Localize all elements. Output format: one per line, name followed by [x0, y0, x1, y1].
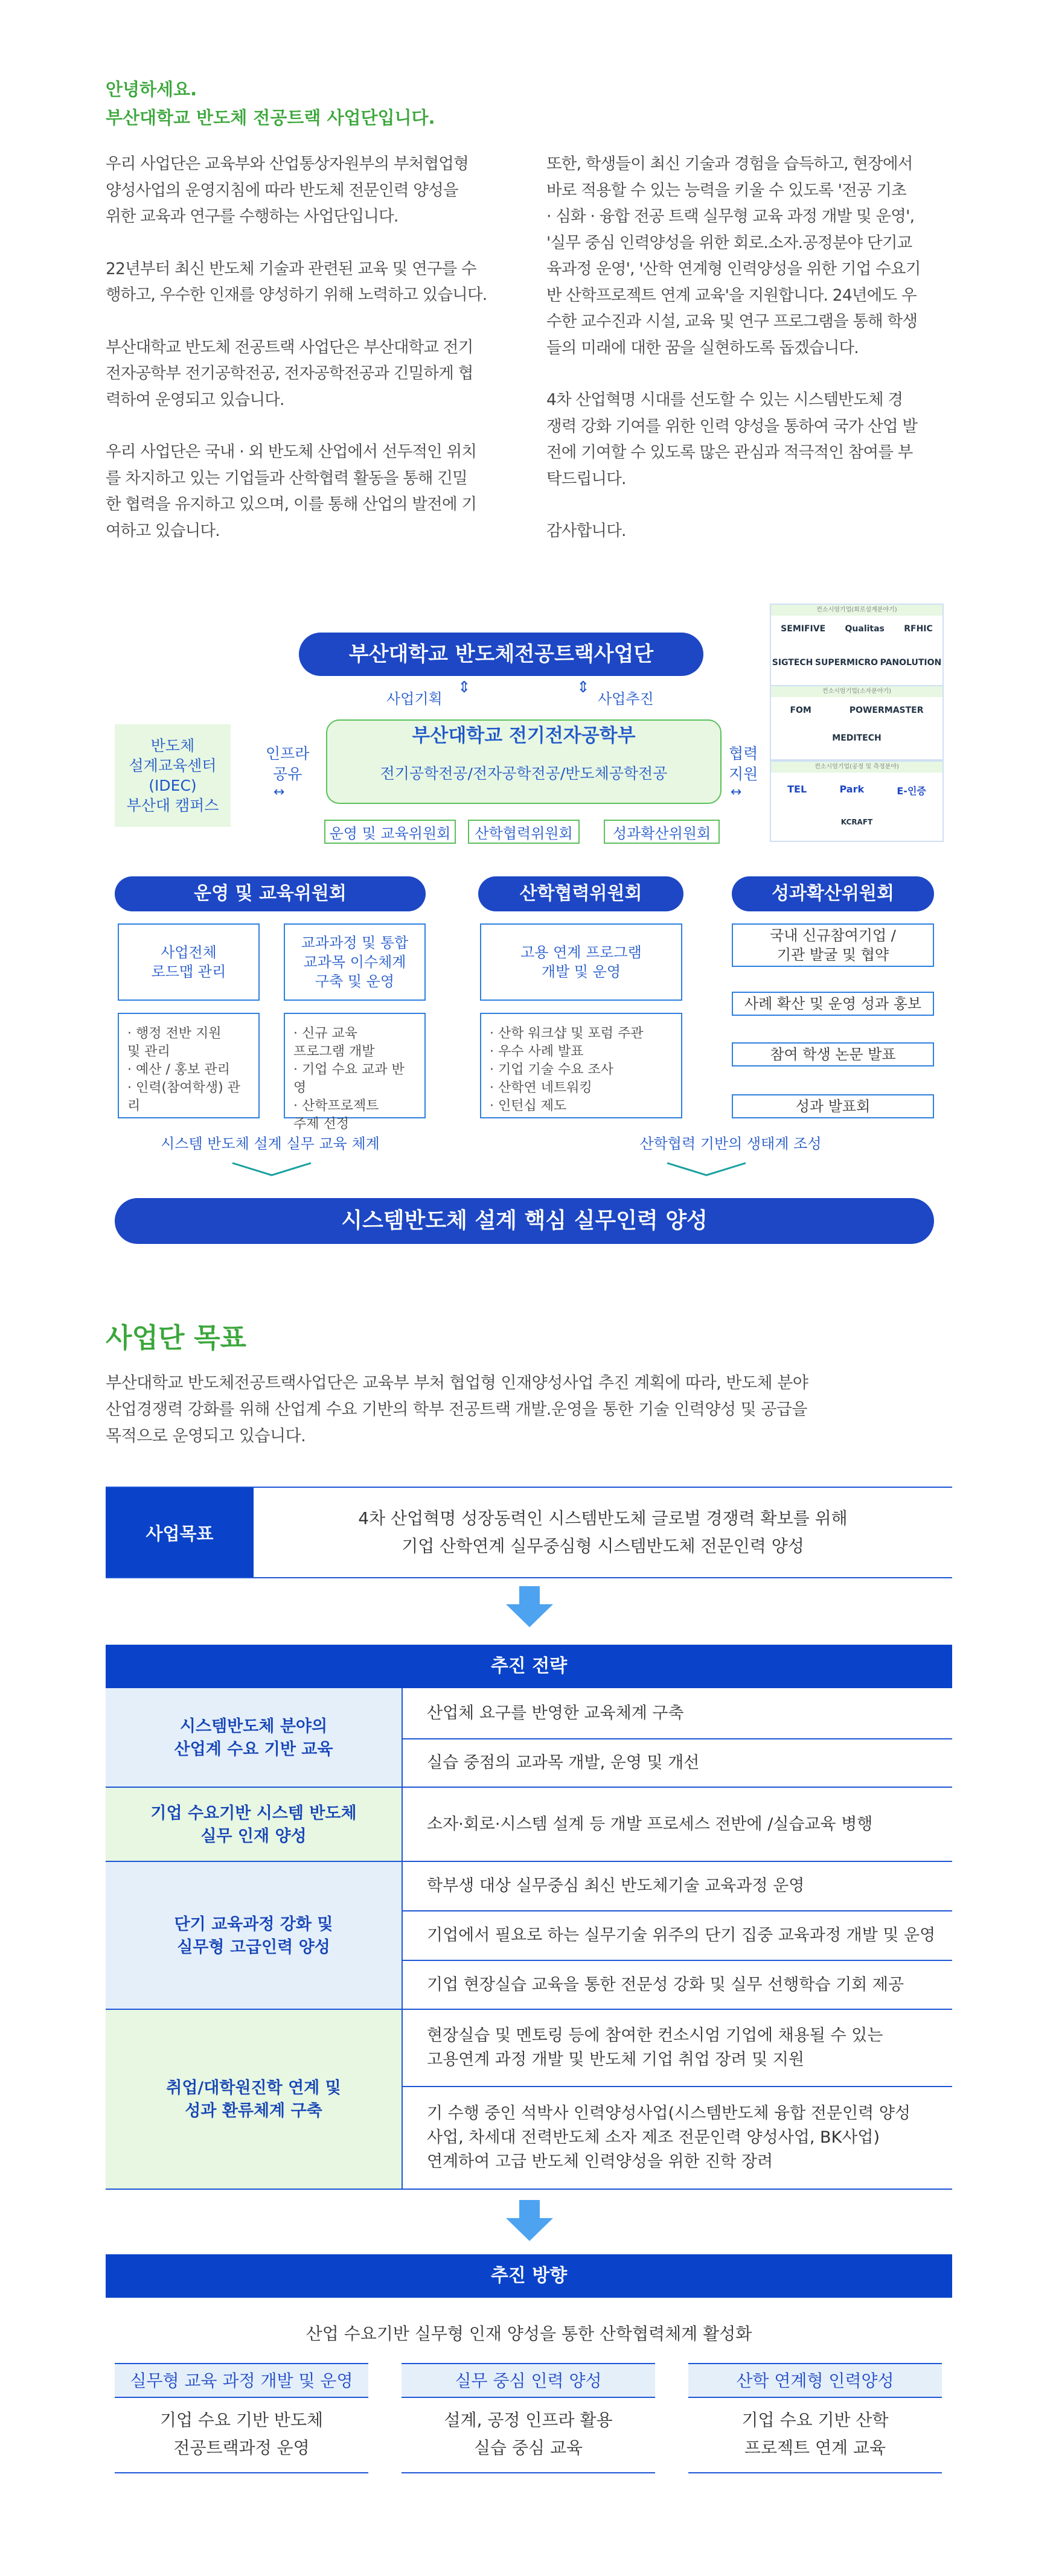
greeting-line-2: 부산대학교 반도체 전공트랙 사업단입니다. [106, 107, 435, 128]
intro-paragraph: 4차 산업혁명 시대를 선도할 수 있는 시스템반도체 경 쟁력 강화 기여를 위한 인력 양성을 통하여 국가 산업 발 전에 기여할 수 있도록 많은 관심과 적극적인 참여를 부 탁드립니다. [546, 391, 918, 488]
logo-panel-title: 컨소시엄기업(소자분야기) [771, 686, 942, 697]
direction-desc: 기업 수요 기반 반도체 전공트랙과정 운영 [115, 2398, 368, 2473]
committee-title-edu: 운영 및 교육위원회 [115, 876, 426, 911]
direction-title: 실무 중심 인력 양성 [402, 2363, 655, 2398]
chevron-down-icon [229, 1160, 314, 1178]
meditech-logo: MEDITECH [832, 733, 882, 743]
kcraft-logo: KCRAFT [840, 818, 873, 826]
intro-paragraph: 부산대학교 반도체 전공트랙 사업단은 부산대학교 전기 전자공학부 전기공학전공, 전자공학전공과 긴밀하게 협 력하여 운영되고 있습니다. [106, 337, 473, 409]
tel-logo: TEL [787, 783, 807, 795]
strategy-name: 단기 교육과정 강화 및 실무형 고급인력 양성 [106, 1862, 402, 2010]
intro-paragraph: 또한, 학생들이 최신 기술과 경험을 습득하고, 현장에서 바로 적용할 수 있는 능력을 키울 수 있도록 '전공 기초 · 심화 · 융합 전공 트랙 실무형 교육 과정 개발 및 운영', '실무 중심 인력양성을 위한 회로.소자.공정분야 단기교 육과정 운영', '산학 연계형 인력양성을 위한 기업 수요기 반 산학프로젝트 연계 교육'을 지원합니다. 24년에도 우 수한 교수진과 시설, 교육 및 연구 프로그램을 통해 학생 들의 미래에 대한 꿈을 실현하도록 돕겠습니다. [546, 155, 921, 357]
logo-row [771, 818, 942, 826]
chevron-down-icon [664, 1160, 749, 1178]
strategy-item: 산업체 요구를 반영한 교육체계 구축 [403, 1688, 952, 1739]
outcome-item: 성과 발표회 [732, 1094, 934, 1118]
logo-panel-device [770, 685, 944, 760]
greeting-line-1: 안녕하세요. [106, 79, 197, 100]
intro-right-column [546, 151, 957, 570]
intro-paragraph: 우리 사업단은 교육부와 산업통상자원부의 부처협업형 양성사업의 운영지침에 따라 반도체 전문인력 양성을 위한 교육과 연구를 수행하는 사업단입니다. [106, 155, 469, 226]
infra-label: 인프라 공유 [266, 745, 310, 783]
small-committee-box: 운영 및 교육위원회 [324, 820, 456, 844]
logo-panel-circuit [770, 604, 944, 687]
divider [402, 1688, 403, 2190]
employment-box: 고용 연계 프로그램 개발 및 운영 [480, 923, 682, 1001]
strategy-item: 기 수행 중인 석박사 인력양성사업(시스템반도체 융합 전문인력 양성 사업, 차세대 전력반도체 소자 제조 전문인력 양성사업, BK사업) 연계하여 고급 반도체 인력양성을 위한 진학 장려 [403, 2087, 952, 2190]
updown-arrow-icon: ⇕ [577, 678, 590, 697]
coop-label: 협력 지원 [729, 745, 758, 783]
supermicro-logo: SUPERMICRO [814, 658, 878, 668]
arrow-down-icon [506, 2200, 553, 2241]
strategy-item: 소자·회로·시스템 설계 등 개발 프로세스 전반에 /실습교육 병행 [403, 1788, 952, 1862]
small-committee-box: 성과확산위원회 [604, 820, 720, 844]
logo-row [771, 706, 942, 715]
logo-panel-title: 컨소시엄기업(공정 및 측정분야) [771, 762, 942, 773]
promo-label: 사업추진 [598, 690, 654, 707]
strategy-item: 실습 중점의 교과목 개발, 운영 및 개선 [403, 1739, 952, 1788]
direction-desc: 기업 수요 기반 산학 프로젝트 연계 교육 [688, 2398, 942, 2473]
intro-paragraph: 22년부터 최신 반도체 기술과 관련된 교육 및 연구를 수 행하고, 우수한 인재를 양성하기 위해 노력하고 있습니다. [106, 259, 487, 304]
strategy-item: 학부생 대상 실무중심 최신 반도체기술 교육과정 운영 [403, 1862, 952, 1911]
direction-text: 산업 수요기반 실무형 인재 양성을 통한 산학협력체계 활성화 [306, 2324, 752, 2344]
program-list: · 신규 교육 프로그램 개발 · 기업 수요 교과 반영 · 산학프로젝트 주제 선정 [284, 1013, 426, 1118]
strategy-item: 현장실습 및 멘토링 등에 참여한 컨소시엄 기업에 채용될 수 있는 고용연계 과정 개발 및 반도체 기업 취업 장려 및 지원 [403, 2010, 952, 2087]
panolution-logo: PANOLUTION [880, 658, 942, 668]
curriculum-box: 교과과정 및 통합 교과목 이수체계 구축 및 운영 [284, 923, 426, 1001]
final-goal-banner: 시스템반도체 설계 핵심 실무인력 양성 [115, 1198, 934, 1244]
direction-title: 실무형 교육 과정 개발 및 운영 [115, 2363, 368, 2398]
org-main-title: 부산대학교 반도체전공트랙사업단 [299, 633, 703, 676]
goal-section-title: 사업단 목표 [106, 1322, 247, 1354]
logo-row [771, 733, 942, 743]
strategy-name: 기업 수요기반 시스템 반도체 실무 인재 양성 [106, 1788, 402, 1862]
small-committee-box: 산학협력위원회 [468, 820, 580, 844]
logo-row [771, 658, 942, 668]
goal-text: 4차 산업혁명 성장동력인 시스템반도체 글로벌 경쟁력 확보를 위해 기업 산학연계 실무중심형 시스템반도체 전문인력 양성 [358, 1508, 848, 1556]
strategy-name: 시스템반도체 분야의 산업계 수요 기반 교육 [106, 1688, 402, 1788]
intro-left-column [106, 151, 516, 570]
qualitas-logo: Qualitas [845, 624, 885, 634]
semifive-logo: SEMIFIVE [781, 624, 826, 634]
logo-panel-process [770, 760, 944, 842]
goal-description: 부산대학교 반도체전공트랙사업단은 교육부 부처 협업형 인재양성사업 추진 계획에 따라, 반도체 분야 산업경쟁력 강화를 위해 산업계 수요 기반의 학부 전공트랙 개발.운영을 통한 기술 인력양성 및 공급을 목적으로 운영되고 있습니다. [106, 1374, 808, 1446]
strategy-name: 취업/대학원진학 연계 및 성과 환류체계 구축 [106, 2010, 402, 2190]
direction-column [115, 2363, 368, 2473]
updown-arrow-icon: ⇕ [458, 678, 471, 697]
direction-column [402, 2363, 655, 2473]
goal-box [106, 1487, 952, 1578]
divider [106, 1861, 402, 1862]
divider [106, 2189, 402, 2190]
committee-title-industry: 산학협력위원회 [478, 876, 683, 911]
committee-title-outcome: 성과확산위원회 [732, 876, 934, 911]
direction-header: 추진 방향 [106, 2254, 952, 2298]
logo-row [771, 624, 942, 634]
strategy-item: 기업 현장실습 교육을 통한 전문성 강화 및 실무 선행학습 기회 제공 [403, 1961, 952, 2010]
strategy-item: 기업에서 필요로 하는 실무기술 위주의 단기 집중 교육과정 개발 및 운영 [403, 1911, 952, 1961]
direction-desc: 설계, 공정 인프라 활용 실습 중심 교육 [402, 2398, 655, 2473]
arrow-down-icon [506, 1586, 553, 1627]
roadmap-box: 사업전체 로드맵 관리 [118, 923, 260, 1001]
dept-majors: 전기공학전공/전자공학전공/반도체공학전공 [380, 765, 668, 782]
intro-paragraph: 감사합니다. [546, 521, 626, 540]
strategy-header: 추진 전략 [106, 1645, 952, 1688]
outcome-item: 국내 신규참여기업 / 기관 발굴 및 협약 [732, 923, 934, 967]
admin-list: · 행정 전반 지원 및 관리 · 예산 / 홍보 관리 · 인력(참여학생) 관리 [118, 1013, 260, 1118]
outcome-item: 사례 확산 및 운영 성과 홍보 [732, 992, 934, 1016]
park-logo: Park [839, 783, 865, 795]
ecosystem-label: 산학협력 기반의 생태계 조성 [639, 1135, 822, 1152]
sigtech-logo: SIGTECH [772, 658, 813, 668]
logo-panel-title: 컨소시엄기업(회로설계분야기) [771, 605, 942, 616]
plan-label: 사업기획 [386, 690, 443, 707]
logo-row [771, 783, 942, 797]
direction-title: 산학 연계형 인력양성 [688, 2363, 942, 2398]
dept-title: 부산대학교 전기전자공학부 [412, 725, 636, 747]
powermaster-logo: POWERMASTER [849, 706, 924, 715]
rfhic-logo: RFHIC [904, 624, 933, 634]
direction-column [688, 2363, 942, 2473]
divider [106, 2009, 402, 2010]
fom-logo: FOM [790, 706, 811, 715]
double-arrow-icon: ↔ [731, 785, 742, 800]
idec-center-box: 반도체 설계교육센터 (IDEC) 부산대 캠퍼스 [115, 724, 231, 827]
greeting [106, 75, 435, 132]
outcome-item: 참여 학생 논문 발표 [732, 1042, 934, 1066]
double-arrow-icon: ↔ [274, 785, 285, 800]
intro-paragraph: 우리 사업단은 국내 · 외 반도체 산업에서 선두적인 위치 를 차지하고 있는 기업들과 산학협력 활동을 통해 긴밀 한 협력을 유지하고 있으며, 이를 통해 산업의 발전에 기 여하고 있습니다. [106, 442, 477, 540]
divider [106, 1787, 402, 1788]
e-cert-logo: E-인증 [897, 785, 926, 797]
industry-list: · 산학 워크샵 및 포럼 주관 · 우수 사례 발표 · 기업 기술 수요 조사 · 산학연 네트워킹 · 인턴십 제도 [480, 1013, 682, 1118]
edu-system-label: 시스템 반도체 설계 실무 교육 체계 [161, 1135, 380, 1152]
dept-box [326, 719, 722, 804]
goal-label: 사업목표 [106, 1488, 254, 1577]
